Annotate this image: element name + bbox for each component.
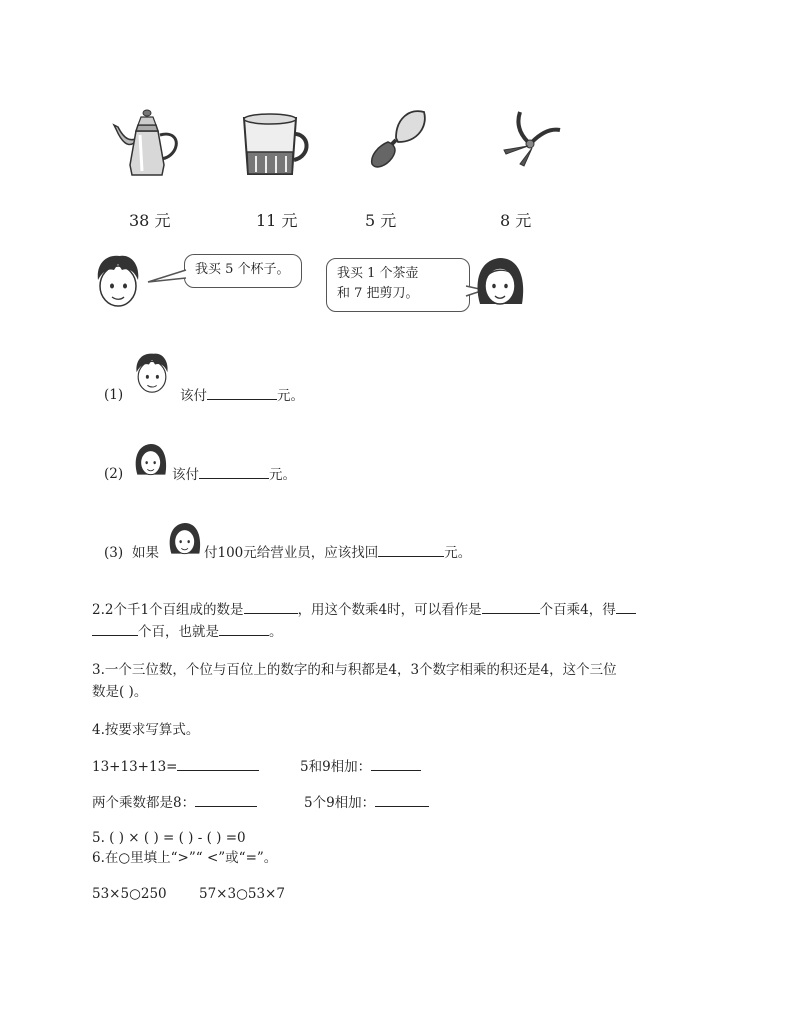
q2-text-b: ，用这个数乘4时，可以看作是 <box>297 602 482 618</box>
answer-blank[interactable] <box>199 464 269 479</box>
answer-blank[interactable] <box>375 792 429 807</box>
q1-part1-text: 该付 <box>180 388 207 404</box>
answer-blank[interactable] <box>92 621 138 636</box>
q4-row2-left <box>92 792 257 814</box>
answer-blank[interactable] <box>219 621 269 636</box>
girl-avatar <box>132 441 168 479</box>
teapot-price: 38 元 <box>129 211 171 230</box>
q6-expression-1: 53×5○250 <box>92 886 167 902</box>
q1-part2-text: 该付 <box>172 467 199 483</box>
q4-expr-1: 13+13+13= <box>92 759 178 775</box>
q1-part3-unit: 元。 <box>444 545 472 561</box>
answer-blank[interactable] <box>371 756 421 771</box>
trowel-icon <box>366 108 428 174</box>
q4-expr-4: 5个9相加： <box>304 795 376 811</box>
answer-blank[interactable] <box>177 756 259 771</box>
girl-speech-bubble <box>326 258 470 312</box>
q1-part2-unit: 元。 <box>269 467 296 483</box>
trowel-price: 5 元 <box>365 211 397 230</box>
answer-blank[interactable] <box>616 599 636 614</box>
question-4-title: 4.按要求写算式。 <box>92 722 200 738</box>
cup-price: 11 元 <box>256 211 298 230</box>
question-2-line2 <box>92 621 283 643</box>
question-3-line1: 3.一个三位数，个位与百位上的数字的和与积都是4，3个数字相乘的积还是4，这个三位 <box>92 662 617 678</box>
q1-part2-number: (2) <box>104 466 124 482</box>
boy-speech-text: 我买 5 个杯子。 <box>195 262 290 277</box>
cup-icon <box>240 112 314 178</box>
question-2-line1 <box>92 599 636 621</box>
question-3-line2: 数是( )。 <box>92 684 148 700</box>
q4-row1-right <box>300 756 421 778</box>
q1-part1-number: (1) <box>104 387 124 403</box>
question-6-title: 6.在○里填上“>”“ <”或“=”。 <box>92 850 278 866</box>
q2-text-d: 个百，也就是 <box>138 624 219 640</box>
q4-row1-left <box>92 756 259 778</box>
boy-avatar <box>92 252 144 310</box>
q1-part2 <box>172 464 296 486</box>
q2-text-a: 2.2个千1个百组成的数是 <box>92 602 244 618</box>
q1-part3-prefix: 如果 <box>132 545 159 561</box>
q1-part1 <box>180 385 304 407</box>
scissors-icon <box>498 110 564 168</box>
answer-blank[interactable] <box>207 385 277 400</box>
boy-speech-bubble <box>184 254 302 288</box>
girl-speech-line1: 我买 1 个茶壶 <box>337 266 419 281</box>
q4-expr-3: 两个乘数都是8： <box>92 795 196 811</box>
answer-blank[interactable] <box>195 792 257 807</box>
scissors-price: 8 元 <box>500 211 532 230</box>
bubble-tail <box>146 268 188 290</box>
girl-speech-line2: 和 7 把剪刀。 <box>337 286 419 301</box>
girl-avatar <box>472 254 526 310</box>
teapot-icon <box>108 105 184 181</box>
answer-blank[interactable] <box>482 599 540 614</box>
girl-avatar <box>166 520 202 558</box>
answer-blank[interactable] <box>378 542 444 557</box>
q1-part3-text: 付100元给营业员，应该找回 <box>204 545 379 561</box>
q2-text-c: 个百乘4，得 <box>539 602 616 618</box>
q6-expression-2: 57×3○53×7 <box>199 886 285 902</box>
q1-part3-number: (3) <box>104 545 124 561</box>
q2-text-e: 。 <box>269 624 283 640</box>
question-5: 5. ( ) × ( ) = ( ) - ( ) =0 <box>92 830 246 846</box>
boy-avatar <box>132 350 172 396</box>
q4-expr-2: 5和9相加： <box>300 759 372 775</box>
q1-part3 <box>204 542 471 564</box>
q4-row2-right <box>304 792 429 814</box>
answer-blank[interactable] <box>244 599 298 614</box>
q1-part1-unit: 元。 <box>277 388 304 404</box>
